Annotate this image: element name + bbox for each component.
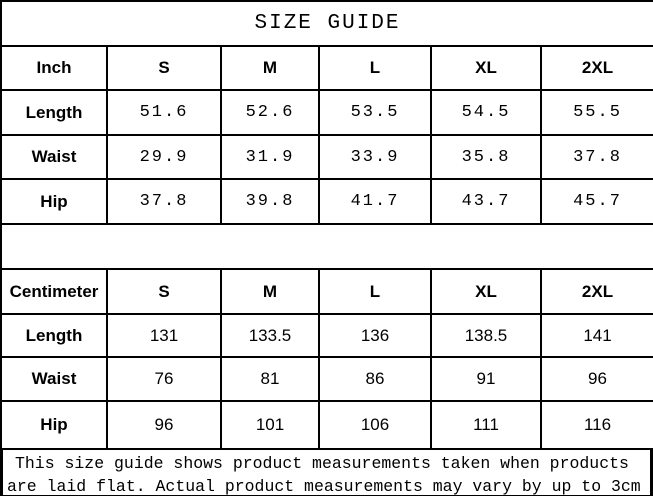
value-cell: 76 bbox=[107, 357, 221, 401]
value-cell: 91 bbox=[431, 357, 541, 401]
value-cell: 136 bbox=[319, 314, 431, 357]
size-header-l: L bbox=[319, 46, 431, 90]
value-cell: 43.7 bbox=[431, 179, 541, 224]
title-row bbox=[1, 1, 653, 46]
inch-header-row bbox=[1, 46, 653, 90]
value-cell: 45.7 bbox=[541, 179, 653, 224]
size-header-s: S bbox=[107, 269, 221, 314]
size-header-s: S bbox=[107, 46, 221, 90]
value-cell: 111 bbox=[431, 401, 541, 449]
size-header-2xl: 2XL bbox=[541, 269, 653, 314]
value-cell: 37.8 bbox=[541, 135, 653, 179]
value-cell: 31.9 bbox=[221, 135, 319, 179]
value-cell: 81 bbox=[221, 357, 319, 401]
value-cell: 53.5 bbox=[319, 90, 431, 135]
value-cell: 116 bbox=[541, 401, 653, 449]
size-header-xl: XL bbox=[431, 46, 541, 90]
value-cell: 39.8 bbox=[221, 179, 319, 224]
value-cell: 96 bbox=[107, 401, 221, 449]
value-cell: 141 bbox=[541, 314, 653, 357]
size-header-xl: XL bbox=[431, 269, 541, 314]
value-cell: 131 bbox=[107, 314, 221, 357]
inch-hip-row bbox=[1, 179, 653, 224]
value-cell: 37.8 bbox=[107, 179, 221, 224]
size-header-m: M bbox=[221, 269, 319, 314]
row-label-hip: Hip bbox=[1, 179, 107, 224]
row-label-length: Length bbox=[1, 314, 107, 357]
value-cell: 106 bbox=[319, 401, 431, 449]
size-header-l: L bbox=[319, 269, 431, 314]
value-cell: 101 bbox=[221, 401, 319, 449]
cm-waist-row bbox=[1, 357, 653, 401]
value-cell: 51.6 bbox=[107, 90, 221, 135]
value-cell: 29.9 bbox=[107, 135, 221, 179]
page-title: SIZE GUIDE bbox=[1, 1, 653, 46]
cm-header-row bbox=[1, 269, 653, 314]
size-header-2xl: 2XL bbox=[541, 46, 653, 90]
row-label-waist: Waist bbox=[1, 357, 107, 401]
footer-line-1: This size guide shows product measurements taken when products bbox=[15, 454, 629, 473]
row-label-hip: Hip bbox=[1, 401, 107, 449]
value-cell: 138.5 bbox=[431, 314, 541, 357]
unit-header-centimeter: Centimeter bbox=[1, 269, 107, 314]
row-label-waist: Waist bbox=[1, 135, 107, 179]
value-cell: 133.5 bbox=[221, 314, 319, 357]
size-header-m: M bbox=[221, 46, 319, 90]
spacer-row bbox=[1, 224, 653, 269]
value-cell: 55.5 bbox=[541, 90, 653, 135]
cm-length-row bbox=[1, 314, 653, 357]
value-cell: 33.9 bbox=[319, 135, 431, 179]
value-cell: 96 bbox=[541, 357, 653, 401]
spacer-cell bbox=[1, 224, 653, 269]
footer-note bbox=[0, 450, 653, 496]
inch-waist-row bbox=[1, 135, 653, 179]
value-cell: 35.8 bbox=[431, 135, 541, 179]
unit-header-inch: Inch bbox=[1, 46, 107, 90]
row-label-length: Length bbox=[1, 90, 107, 135]
value-cell: 54.5 bbox=[431, 90, 541, 135]
value-cell: 52.6 bbox=[221, 90, 319, 135]
cm-hip-row bbox=[1, 401, 653, 449]
value-cell: 41.7 bbox=[319, 179, 431, 224]
footer-line-2: are laid flat. Actual product measurements may vary by up to 3cm bbox=[7, 477, 641, 496]
value-cell: 86 bbox=[319, 357, 431, 401]
inch-length-row bbox=[1, 90, 653, 135]
